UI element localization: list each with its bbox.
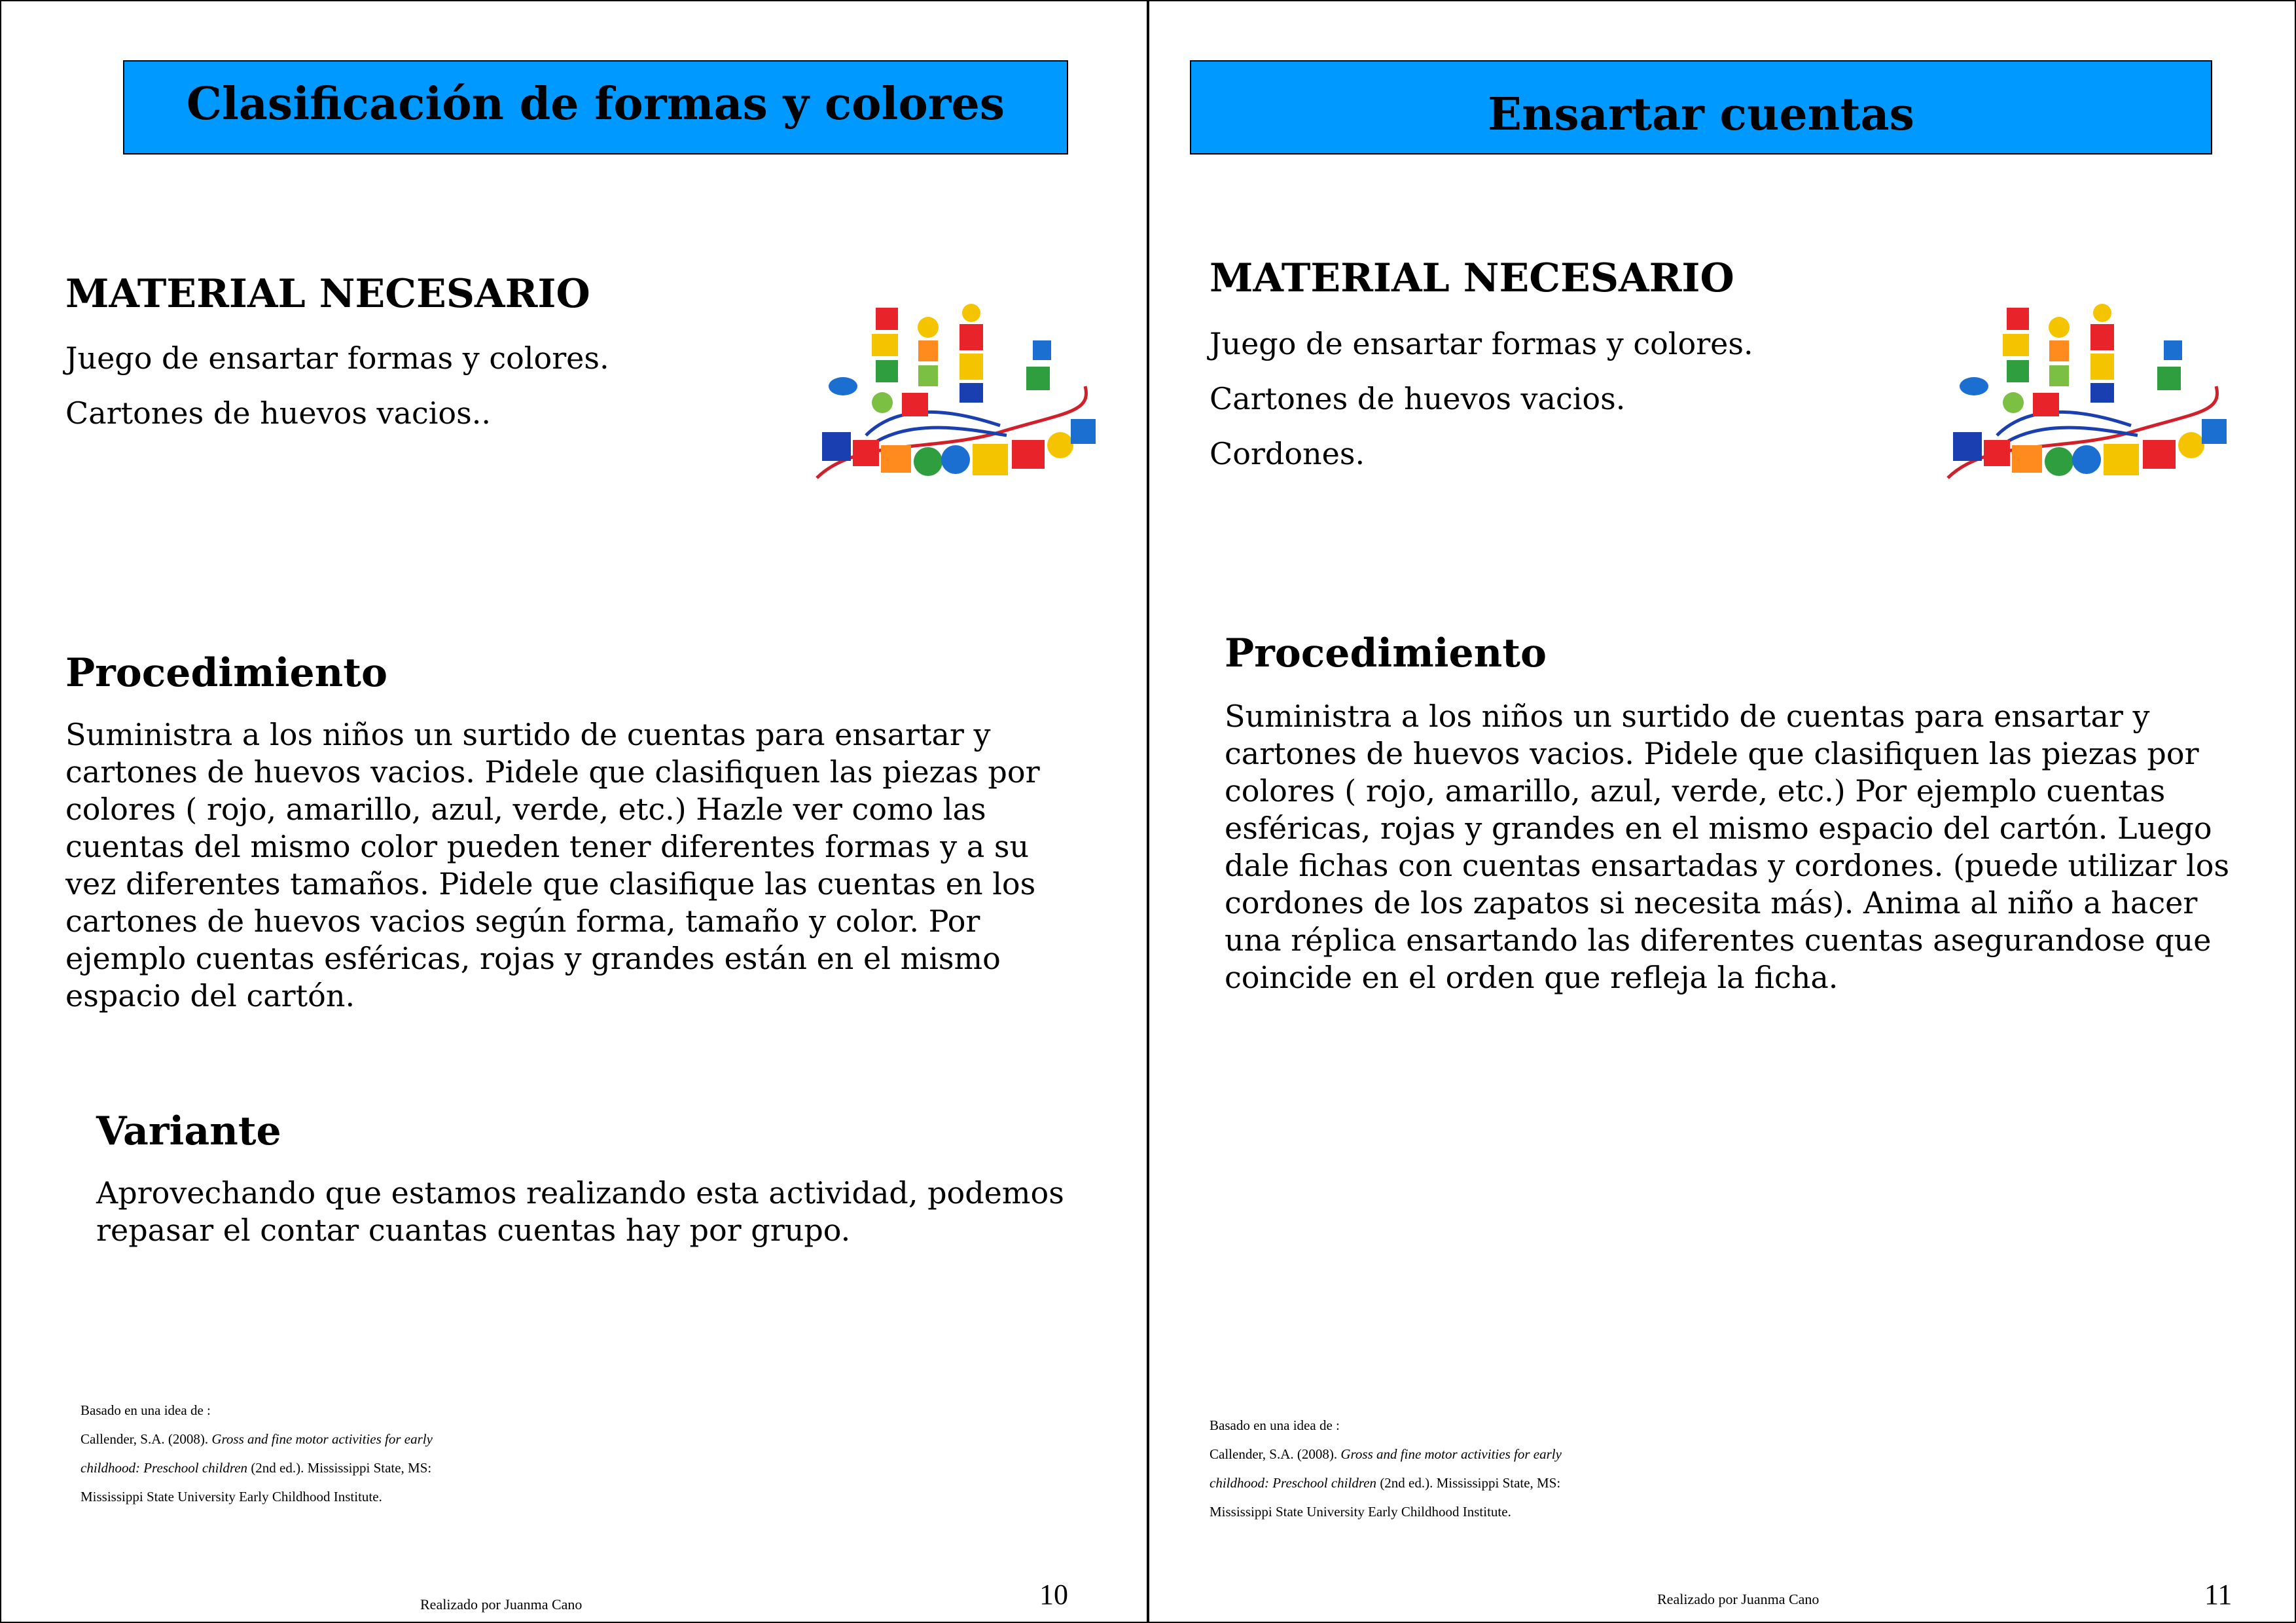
- procedure-line: espacio del cartón.: [65, 978, 355, 1013]
- credit-text: Realizado por Juanma Cano: [1657, 1591, 1820, 1607]
- material-item: Cordones.: [1210, 436, 1365, 471]
- procedure-line: una réplica ensartando las diferentes cuentas asegurandose que: [1225, 922, 2212, 958]
- material-item: Juego de ensartar formas y colores.: [1210, 326, 1753, 361]
- reference-line: [1210, 1468, 1562, 1497]
- material-item: Cartones de huevos vacios..: [65, 395, 491, 431]
- procedure-line: dale fichas con cuentas ensartadas y cordones. (puede utilizar los: [1225, 848, 2230, 883]
- reference-block: [81, 1396, 433, 1511]
- variant-line: repasar el contar cuantas cuentas hay por grupo.: [96, 1213, 851, 1248]
- reference-line: [1210, 1440, 1562, 1468]
- material-item: Juego de ensartar formas y colores.: [65, 340, 609, 376]
- procedure-text: [65, 716, 1040, 1015]
- reference-line: [81, 1453, 433, 1482]
- page-number: 10: [1039, 1578, 1068, 1611]
- reference-title: Gross and fine motor activities for early: [1340, 1446, 1562, 1462]
- reference-text: Callender, S.A. (2008).: [1210, 1446, 1341, 1462]
- procedure-line: Suministra a los niños un surtido de cuentas para ensartar y: [1225, 699, 2150, 734]
- variant-heading: Variante: [96, 1108, 281, 1154]
- bead-toy-image: [1935, 288, 2236, 504]
- page-title: Clasificación de formas y colores: [123, 60, 1068, 155]
- page-number: 11: [2204, 1578, 2233, 1611]
- reference-line: Mississippi State University Early Childhood Institute.: [81, 1489, 382, 1504]
- procedure-line: cuentas del mismo color pueden tener diferentes formas y a su: [65, 829, 1030, 864]
- material-heading: MATERIAL NECESARIO: [65, 271, 590, 317]
- page-11: [1149, 0, 2296, 1623]
- material-heading: MATERIAL NECESARIO: [1210, 255, 1734, 301]
- procedure-line: colores ( rojo, amarillo, azul, verde, etc.) Por ejemplo cuentas: [1225, 773, 2166, 809]
- reference-line: Mississippi State University Early Childhood Institute.: [1210, 1504, 1511, 1520]
- procedure-line: Suministra a los niños un surtido de cuentas para ensartar y: [65, 717, 991, 752]
- reference-title: childhood: Preschool children: [1210, 1475, 1377, 1491]
- reference-intro: Basado en una idea de :: [1210, 1417, 1340, 1433]
- procedure-line: esféricas, rojas y grandes en el mismo espacio del cartón. Luego: [1225, 811, 2212, 846]
- page-title: Ensartar cuentas: [1190, 60, 2212, 155]
- reference-text: Callender, S.A. (2008).: [81, 1431, 212, 1447]
- reference-block: [1210, 1411, 1562, 1526]
- reference-text: (2nd ed.). Mississippi State, MS:: [247, 1460, 432, 1476]
- procedure-heading: Procedimiento: [1225, 630, 1547, 676]
- credit-text: Realizado por Juanma Cano: [420, 1596, 583, 1613]
- variant-text: [96, 1175, 1064, 1249]
- reference-text: (2nd ed.). Mississippi State, MS:: [1376, 1475, 1561, 1491]
- procedure-heading: Procedimiento: [65, 650, 388, 696]
- procedure-line: cartones de huevos vacios. Pidele que clasifiquen las piezas por: [65, 754, 1040, 790]
- variant-line: Aprovechando que estamos realizando esta actividad, podemos: [96, 1175, 1064, 1211]
- procedure-line: vez diferentes tamaños. Pidele que clasifique las cuentas en los: [65, 866, 1036, 902]
- procedure-line: coincide en el orden que refleja la ficha.: [1225, 960, 1839, 995]
- reference-intro: Basado en una idea de :: [81, 1402, 211, 1418]
- procedure-text: [1225, 698, 2229, 996]
- procedure-line: cartones de huevos vacios según forma, tamaño y color. Por: [65, 903, 980, 939]
- procedure-line: colores ( rojo, amarillo, azul, verde, etc.) Hazle ver como las: [65, 792, 986, 827]
- bead-toy-image: [804, 288, 1105, 504]
- reference-title: childhood: Preschool children: [81, 1460, 248, 1476]
- procedure-line: ejemplo cuentas esféricas, rojas y grandes están en el mismo: [65, 941, 1001, 976]
- procedure-line: cartones de huevos vacios. Pidele que clasifiquen las piezas por: [1225, 736, 2199, 771]
- page-10: [0, 0, 1147, 1623]
- material-item: Cartones de huevos vacios.: [1210, 381, 1626, 416]
- reference-line: [81, 1425, 433, 1453]
- reference-title: Gross and fine motor activities for early: [211, 1431, 433, 1447]
- procedure-line: cordones de los zapatos si necesita más). Anima al niño a hacer: [1225, 885, 2198, 921]
